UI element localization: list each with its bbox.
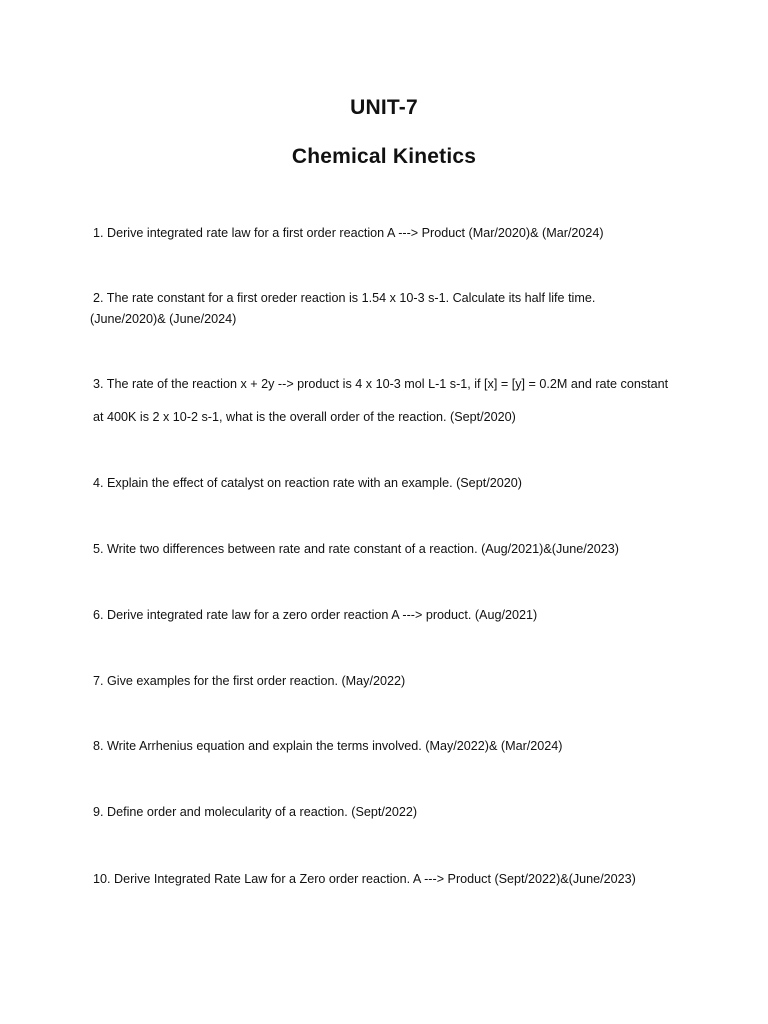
question-10: 10. Derive Integrated Rate Law for a Zero order reaction. A ---> Product (Sept/2022)&(June/2023): [93, 872, 636, 886]
page-title: Chemical Kinetics: [291, 145, 477, 168]
question-5: 5. Write two differences between rate and rate constant of a reaction. (Aug/2021)&(June/2023): [93, 542, 619, 556]
question-7: 7. Give examples for the first order reaction. (May/2022): [93, 674, 406, 688]
question-6: 6. Derive integrated rate law for a zero order reaction A ---> product. (Aug/2021): [93, 608, 538, 622]
question-9: 9. Define order and molecularity of a reaction. (Sept/2022): [93, 805, 418, 819]
question-3-continued: at 400K is 2 x 10-2 s-1, what is the overall order of the reaction. (Sept/2020): [93, 410, 516, 424]
question-8: 8. Write Arrhenius equation and explain the terms involved. (May/2022)& (Mar/2024): [93, 739, 563, 753]
question-3: 3. The rate of the reaction x + 2y --> product is 4 x 10-3 mol L-1 s-1, if [x] = [y] = 0.2M and rate constant: [93, 377, 669, 391]
unit-heading: UNIT-7: [350, 96, 418, 119]
question-1: 1. Derive integrated rate law for a first order reaction A ---> Product (Mar/2020)& (Mar/2024): [93, 226, 604, 240]
question-4: 4. Explain the effect of catalyst on reaction rate with an example. (Sept/2020): [93, 476, 522, 490]
question-2-continued: (June/2020)& (June/2024): [90, 312, 237, 326]
question-2: 2. The rate constant for a first oreder reaction is 1.54 x 10-3 s-1. Calculate its half life time.: [93, 291, 596, 305]
